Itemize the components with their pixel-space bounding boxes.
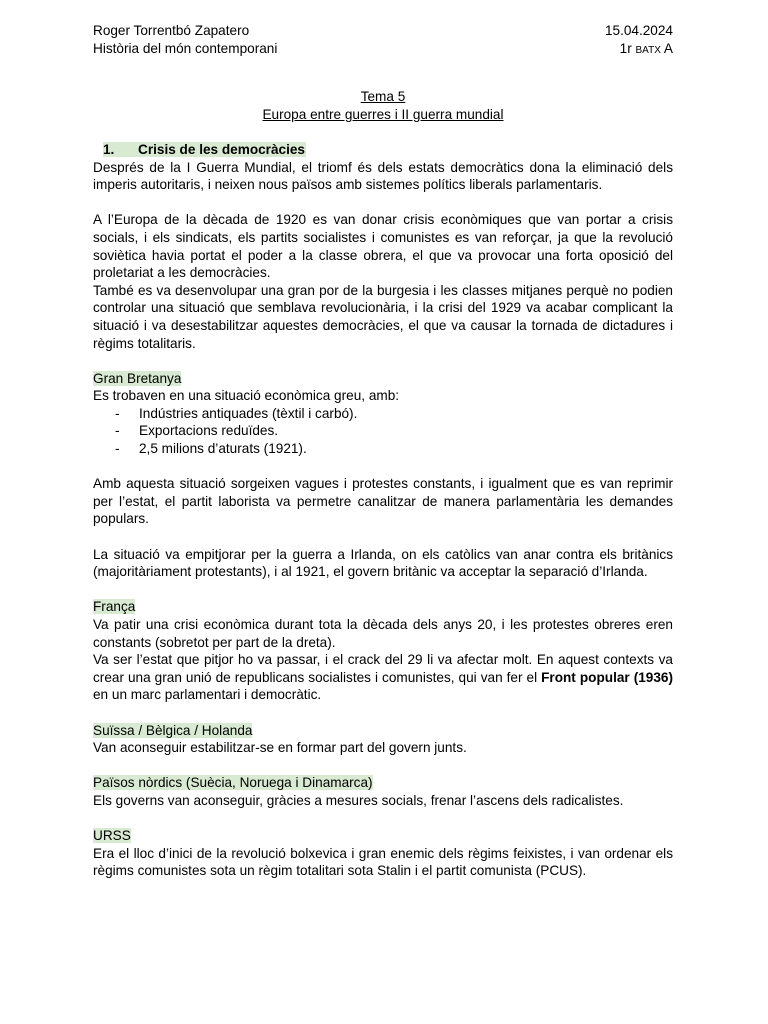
course-smallcaps: batx (635, 40, 661, 56)
topic-number: Tema 5 (360, 89, 406, 105)
header-row-1 (93, 22, 673, 40)
france-paragraph-1: Va patir una crisi econòmica durant tota la dècada dels anys 20, i les protestes obreres eren constants (sobretot per part de la dreta). (93, 617, 673, 650)
course-suffix: A (660, 40, 673, 56)
list-item: - Indústries antiquades (tèxtil i carbó). (115, 405, 358, 421)
list-item: - 2,5 milions d’aturats (1921). (115, 441, 307, 457)
benelux-heading: Suïssa / Bèlgica / Holanda (93, 722, 253, 738)
urss-paragraph: Era el lloc d’inici de la revolució bolxevica i gran enemic dels règims feixistes, i van ordenar els règims comunistes sota un règim totalitari sota Stalin i el partit comunista (PCUS). (93, 845, 673, 879)
list-item: - Exportacions reduïdes. (115, 423, 279, 439)
document-date: 15.04.2024 (604, 23, 673, 38)
course-prefix: 1r (619, 40, 636, 56)
section-1-paragraph-3: També es va desenvolupar una gran por de la burgesia i les classes mitjanes perquè no podien controlar una situació que semblava revolucionària, i la crisi del 1929 va acabar complicant la situació i va desestabilitzar aquestes democràcies, el que va causar la tornada de dictadures i règims totalitaris. (93, 282, 673, 351)
nordic-heading: Països nòrdics (Suècia, Noruega i Dinamarca) (93, 775, 373, 791)
section-1-paragraph-2: A l’Europa de la dècada de 1920 es van donar crisis econòmiques que van portar a crisis socials, i els sindicats, els partits socialistes i comunistes es van reforçar, ja que la revolució soviètica havia portat el poder a la classe obrera, el que va provocar una forta oposició del proletariat a les democràcies. (93, 212, 673, 281)
france-heading: França (93, 599, 136, 615)
gb-paragraph-1: Amb aquesta situació sorgeixen vagues i protestes constants, i igualment que es van reprimir per l’estat, el partit laborista va permetre canalitzar de manera parlamentària les demandes populars. (93, 476, 673, 527)
france-paragraph-2: Va ser l’estat que pitjor ho va passar, i el crack del 29 li va afectar molt. En aquest contexts va crear una gran unió de republicans socialistes i comunistes, qui van fer el Front popular (1936) en un marc parlamentari i democràtic. (93, 652, 673, 703)
document-body (93, 22, 673, 880)
section-1-heading (103, 141, 673, 159)
author-name: Roger Torrentbó Zapatero (93, 23, 250, 38)
header-row-2 (93, 40, 673, 58)
section-1-title: Crisis de les democràcies (138, 141, 305, 157)
gb-intro: Es trobaven en una situació econòmica greu, amb: (93, 388, 400, 404)
course-label (620, 40, 673, 58)
gb-paragraph-2: La situació va empitjorar per la guerra a Irlanda, on els catòlics van anar contra els britànics (majoritàriament protestants), i al 1921, el govern britànic va acceptar la separació d’Irlanda. (93, 546, 673, 580)
section-1-paragraph-1: Després de la I Guerra Mundial, el triomf és dels estats democràtics dona la eliminació dels imperis autoritaris, i neixen nous països amb sistemes polítics liberals parlamentaris. (93, 159, 673, 193)
subject-name: Història del món contemporani (93, 40, 278, 56)
gb-heading: Gran Bretanya (93, 370, 182, 386)
nordic-paragraph: Els governs van aconseguir, gràcies a mesures socials, frenar l’ascens dels radicalistes. (93, 792, 624, 808)
section-1-number: 1. (103, 141, 115, 157)
benelux-paragraph: Van aconseguir estabilitzar-se en formar part del govern junts. (93, 740, 467, 756)
front-popular-bold: Front popular (1936) (541, 669, 673, 685)
gb-bullet-list (93, 405, 673, 458)
topic-title: Europa entre guerres i II guerra mundial (262, 106, 504, 122)
urss-heading: URSS (93, 828, 131, 844)
